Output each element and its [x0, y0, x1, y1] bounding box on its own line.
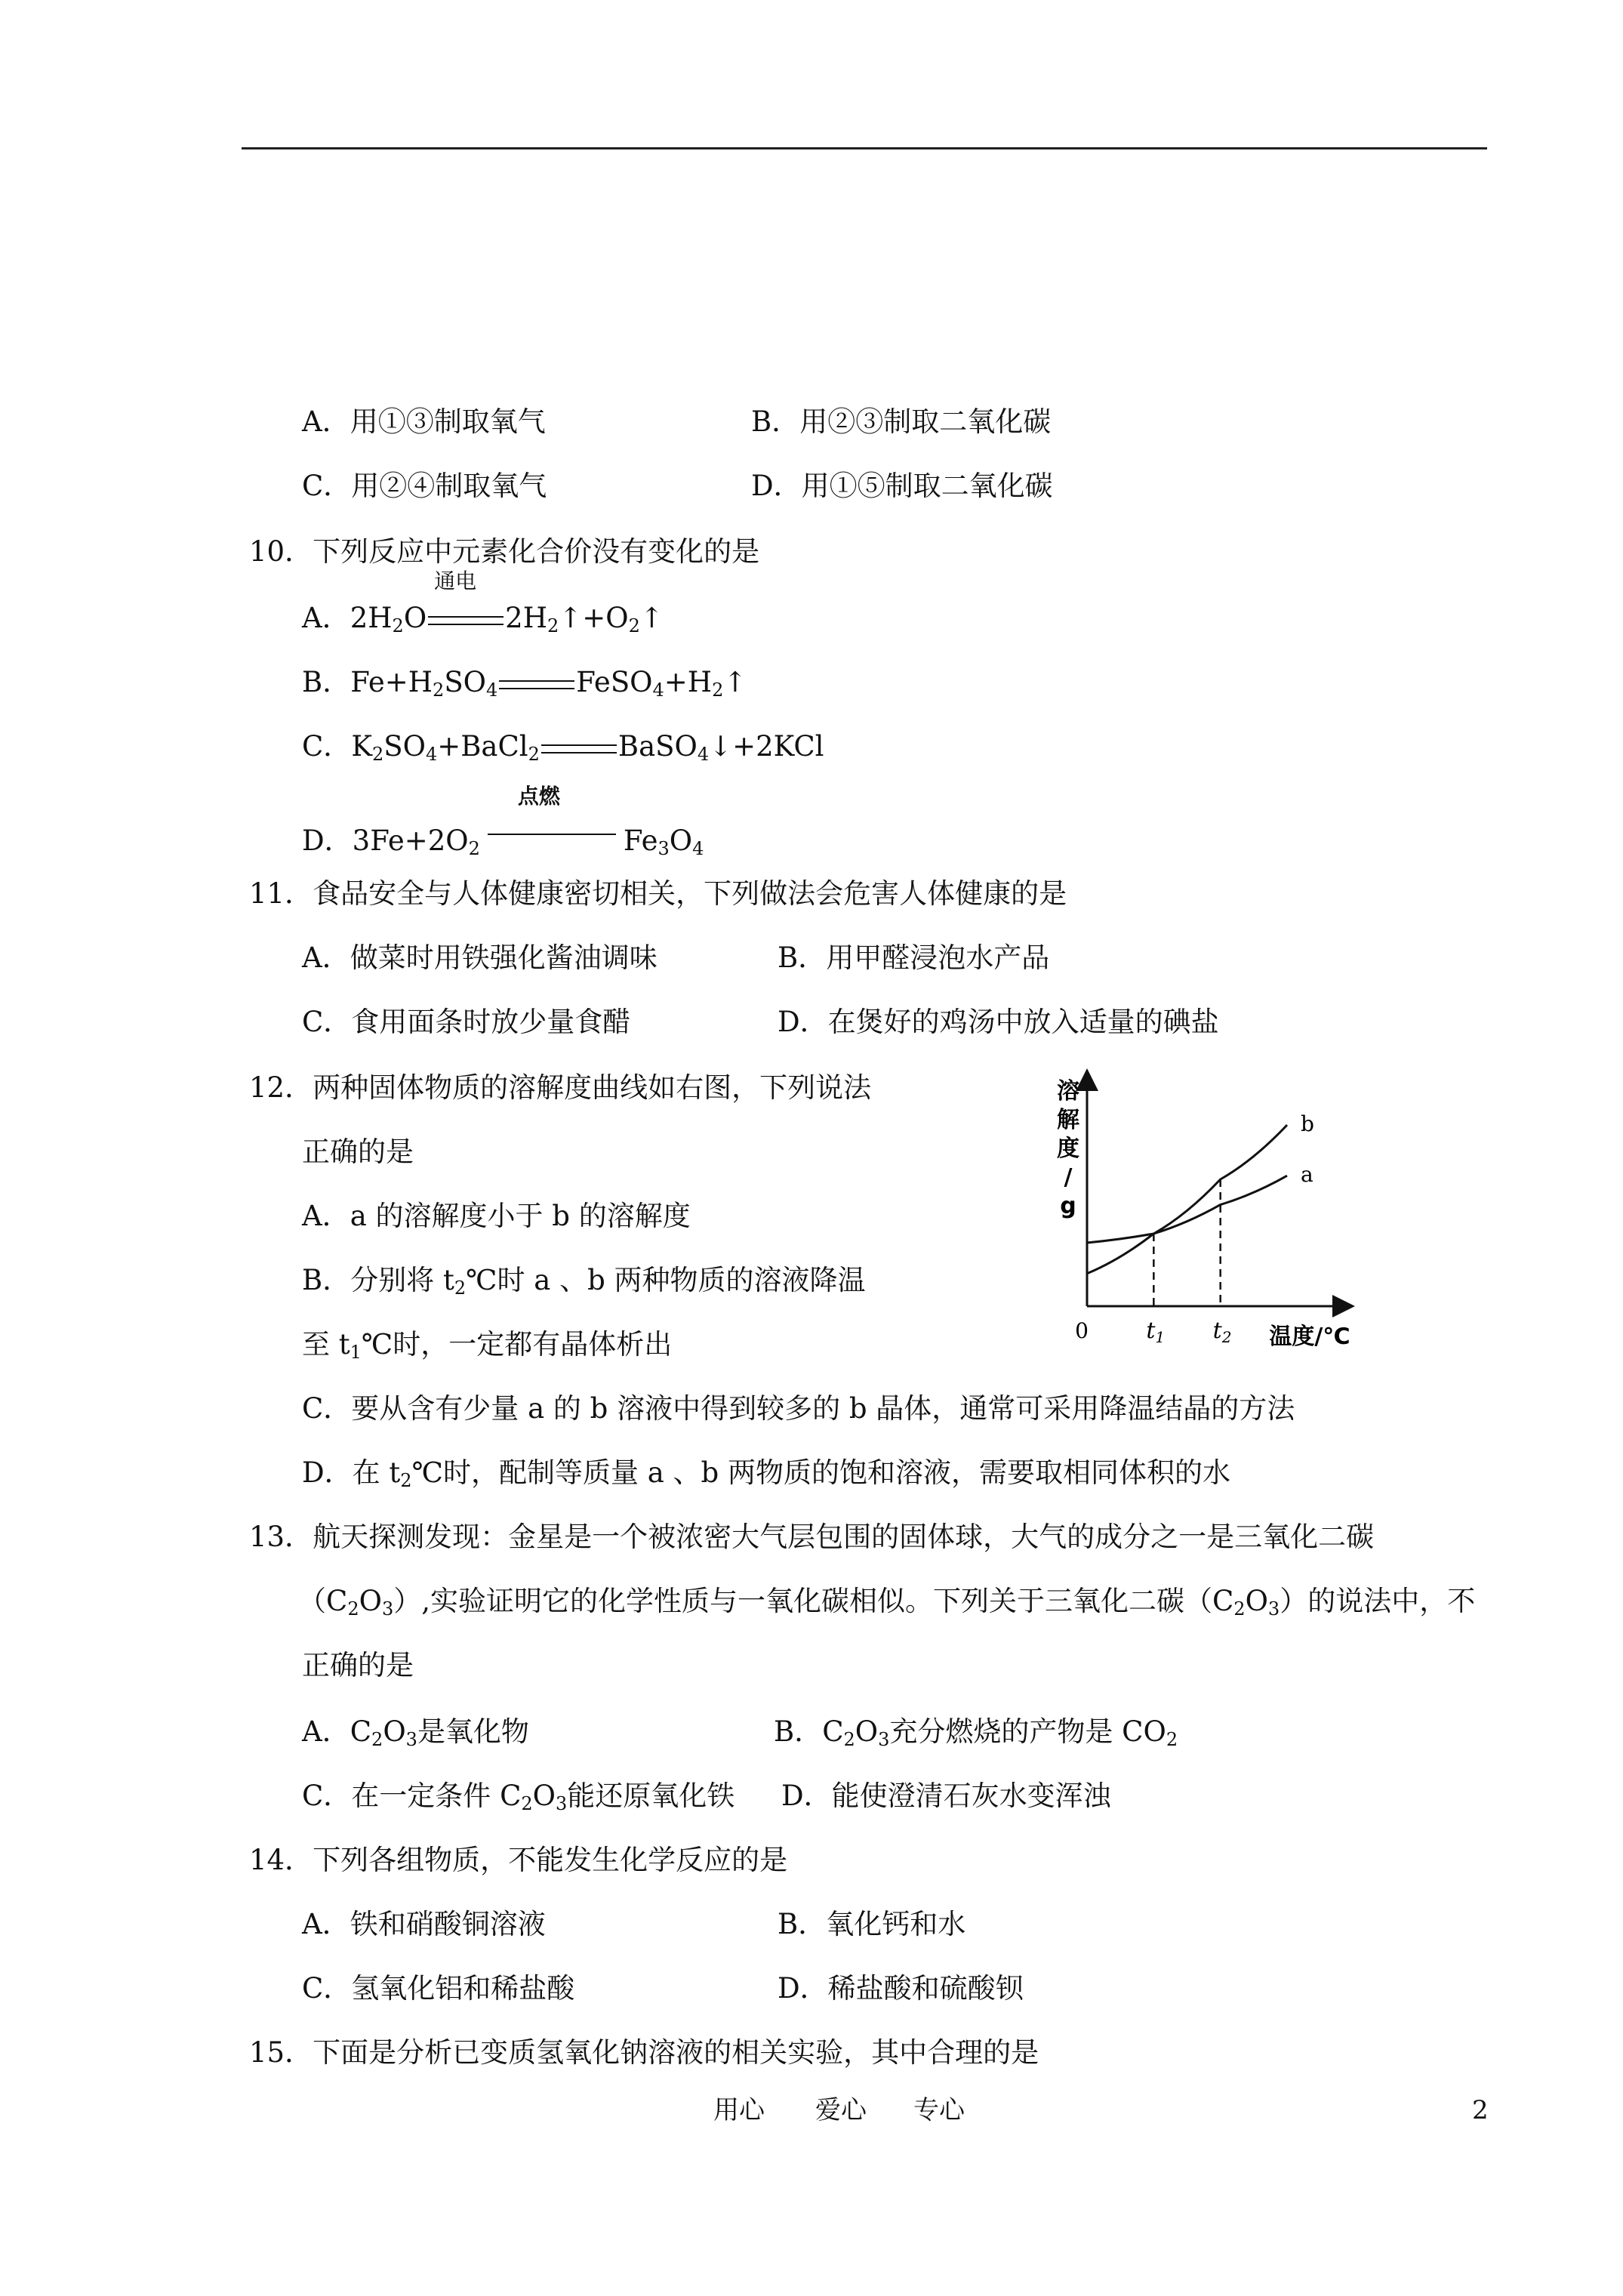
series-label-b: b — [1301, 1111, 1314, 1136]
q9-option-d: D．用①⑤制取二氧化碳 — [751, 470, 1053, 502]
q10-option-c: C．$K_2SO_4+BaCl_2$ BaSO$_4$↓+2KCl — [302, 730, 824, 765]
curve-b — [1087, 1125, 1287, 1274]
reaction-arrow — [427, 569, 505, 636]
y-axis-label: 溶解度/ g — [1057, 1078, 1079, 1219]
q10-stem: 10．下列反应中元素化合价没有变化的是 — [249, 535, 760, 568]
solubility-chart — [1038, 1065, 1370, 1367]
q10-option-d: D．$3Fe+2O_2$ 点燃 $Fe_3O_4$ — [302, 784, 704, 859]
footer-motto-1: 用心 — [713, 2095, 765, 2125]
tick-label-t1: $t_1$ — [1146, 1318, 1166, 1346]
q11-stem: 11．食品安全与人体健康密切相关，下列做法会危害人体健康的是 — [249, 877, 1067, 910]
q12-stem-cont: 正确的是 — [302, 1136, 414, 1168]
equals-sign — [499, 680, 574, 689]
q13-stem: 13．航天探测发现：金星是一个被浓密大气层包围的固体球，大气的成分之一是三氧化二碳 — [249, 1521, 1375, 1553]
q13-option-d: D．能使澄清石灰水变浑浊 — [781, 1780, 1111, 1812]
reaction-condition: 点燃 — [517, 784, 560, 809]
header-rule — [242, 147, 1487, 149]
q14-stem: 14．下列各组物质，不能发生化学反应的是 — [249, 1844, 788, 1876]
q12-option-a: A．a 的溶解度小于 b 的溶解度 — [302, 1200, 691, 1232]
q11-option-c: C．食用面条时放少量食醋 — [302, 1006, 631, 1038]
q9-option-c: C．用②④制取氧气 — [302, 470, 547, 502]
x-axis-label: 温度/℃ — [1269, 1324, 1350, 1350]
origin-label: 0 — [1075, 1318, 1089, 1343]
q12-option-b: B．分别将 $t_2℃$时 a 、b 两种物质的溶液降温 — [302, 1264, 866, 1299]
q11-option-a: A．做菜时用铁强化酱油调味 — [302, 942, 658, 974]
equals-sign — [541, 744, 617, 754]
q14-option-b: B．氧化钙和水 — [778, 1908, 966, 1940]
q11-option-d: D．在煲好的鸡汤中放入适量的碘盐 — [778, 1006, 1219, 1038]
reaction-arrow — [480, 784, 624, 859]
q9-option-b: B．用②③制取二氧化碳 — [751, 405, 1052, 438]
q11-option-b: B．用甲醛浸泡水产品 — [778, 942, 1050, 974]
q9-option-a: A．用①③制取氧气 — [302, 405, 546, 438]
q13-stem-line3: 正确的是 — [302, 1649, 414, 1681]
q12-option-b-cont: 至 $t_1℃$时，一定都有晶体析出 — [302, 1328, 673, 1363]
q10-option-b: B．$Fe+H_2SO_4$ $FeSO_4+H_2↑$ — [302, 666, 747, 701]
q13-stem-line2: $(C_2O_3)$,实验证明它的化学性质与一氧化碳相似。下列关于三氧化二碳$(C_2O_3)$的说法中，不 — [298, 1585, 1476, 1620]
reaction-condition: 通电 — [434, 569, 477, 593]
q12-option-c: C．要从含有少量 a 的 b 溶液中得到较多的 b 晶体，通常可采用降温结晶的方法 — [302, 1392, 1295, 1425]
q12-stem: 12．两种固体物质的溶解度曲线如右图，下列说法 — [249, 1071, 872, 1104]
series-label-a: a — [1301, 1162, 1313, 1188]
page-number: 2 — [1472, 2095, 1489, 2125]
tick-label-t2: $t_2$ — [1212, 1318, 1232, 1346]
q13-option-c: C．在一定条件 $C_2O_3$能还原氧化铁 — [302, 1780, 735, 1814]
q13-option-a: A．$C_2O_3$是氧化物 — [302, 1715, 529, 1750]
q12-option-d: D．在 $t_2℃$时，配制等质量 a 、b 两物质的饱和溶液，需要取相同体积的水 — [302, 1456, 1230, 1491]
q15-stem: 15．下面是分析已变质氢氧化钠溶液的相关实验，其中合理的是 — [249, 2036, 1039, 2069]
footer-motto-2: 爱心 — [815, 2095, 867, 2125]
footer-motto-3: 专心 — [913, 2095, 965, 2125]
q14-option-d: D．稀盐酸和硫酸钡 — [778, 1972, 1024, 2005]
q10-option-a: A．$2H_2O$ 通电 $2H_2↑+O_2↑$ — [302, 569, 664, 636]
q13-option-b: B．$C_2O_3$充分燃烧的产物是 $CO_2$ — [774, 1715, 1178, 1750]
q14-option-c: C．氢氧化铝和稀盐酸 — [302, 1972, 575, 2005]
q14-option-a: A．铁和硝酸铜溶液 — [302, 1908, 546, 1940]
